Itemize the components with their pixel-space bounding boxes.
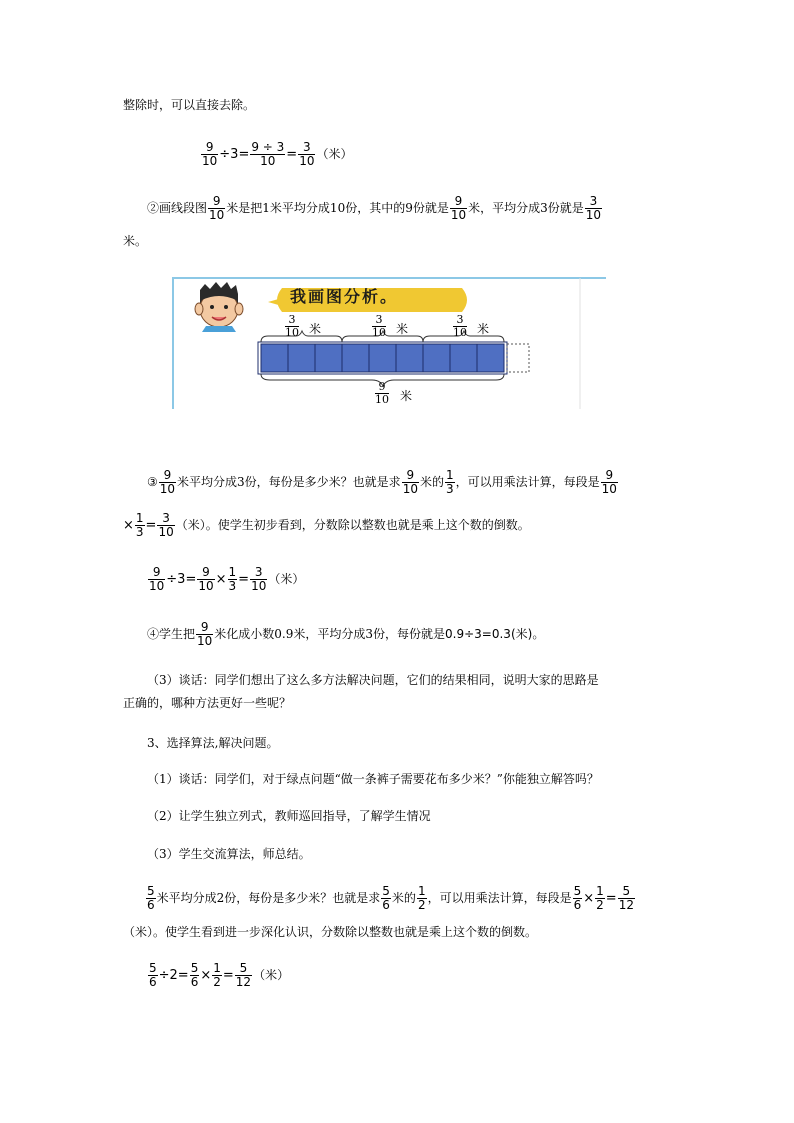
paragraph-discussion-cont: 正确的，哪种方法更好一些呢？ [123,696,292,710]
paragraph-algorithm: $\frac{5}{6}$ 米平均分成2份，每份是多少米？也就是求 $\frac{5}{6}$ 米的 $\frac{1}{2}$ ，可以用乘法计算，每段是 $\frac{5}{6}$ × $\frac{1}{2}$ = $\frac{5}{12}$ [147,884,634,912]
fraction: $\frac{3}{10}$ [299,140,315,168]
boy-avatar-icon [195,282,243,332]
paragraph-method-3-cont: × $\frac{1}{3}$ = $\frac{3}{10}$ （米）。使学生初步看到，分数除以整数也就是乘上这个数的倒数。 [123,511,530,539]
fraction: $\frac{9}{10}$ [202,140,218,168]
segment-bar [258,342,529,374]
total-unit: 米 [400,389,413,403]
segment-unit-3: 米 [477,322,490,336]
segment-label-3: $\frac{3}{10}$ [453,313,467,339]
step-1: （1）谈话：同学们，对于绿点问题“做一条裤子需要花布多少米？”你能独立解答吗？ [147,772,599,786]
step-3: （3）学生交流算法，师总结。 [147,847,311,861]
segment-diagram-figure [172,276,606,409]
segment-unit-1: 米 [309,322,322,336]
paragraph-line-segment: ②画线段图 $\frac{9}{10}$ 米是把1米平均分成10份，其中的9份就是 $\frac{9}{10}$ 米，平均分成3份就是 $\frac{3}{10}$ [147,194,602,222]
paragraph-line-segment-cont: 米。 [123,234,148,248]
paragraph-algorithm-cont: （米）。使学生看到进一步深化认识，分数除以整数也就是乘上这个数的倒数。 [123,925,538,939]
speech-bubble-text: 我画图分析。 [290,287,399,306]
segment-label-2: $\frac{3}{10}$ [372,313,386,339]
equation-1: $\frac{9}{10}$ ÷3= $\frac{9 \div 3}{10}$ = $\frac{3}{10}$ （米） [202,140,353,168]
section-heading-3: 3、选择算法,解决问题。 [147,736,279,750]
equation-3: $\frac{5}{6}$ ÷2= $\frac{5}{6}$ × $\frac{1}{2}$ = $\frac{5}{12}$ （米） [149,961,290,989]
step-2: （2）让学生独立列式，教师巡回指导，了解学生情况 [147,809,431,823]
text-intro: 整除时，可以直接去除。 [123,98,256,112]
segment-unit-2: 米 [396,322,409,336]
paragraph-method-3: ③ $\frac{9}{10}$ 米平均分成3份，每份是多少米？也就是求 $\frac{9}{10}$ 米的 $\frac{1}{3}$ ，可以用乘法计算，每段是 $\frac{9}{10}$ [147,468,617,496]
paragraph-method-4: ④学生把 $\frac{9}{10}$ 米化成小数0.9米，平均分成3份，每份就是0.9÷3=0.3(米)。 [147,620,545,648]
paragraph-discussion: （3）谈话：同学们想出了这么多方法解决问题，它们的结果相同，说明大家的思路是 [147,673,599,687]
segment-label-1: $\frac{3}{10}$ [285,313,299,339]
equation-2: $\frac{9}{10}$ ÷3= $\frac{9}{10}$ × $\frac{1}{3}$ = $\frac{3}{10}$ （米） [149,565,305,593]
fraction: $\frac{9 \div 3}{10}$ [251,140,285,168]
total-label: $\frac{9}{10}$ [375,380,389,406]
